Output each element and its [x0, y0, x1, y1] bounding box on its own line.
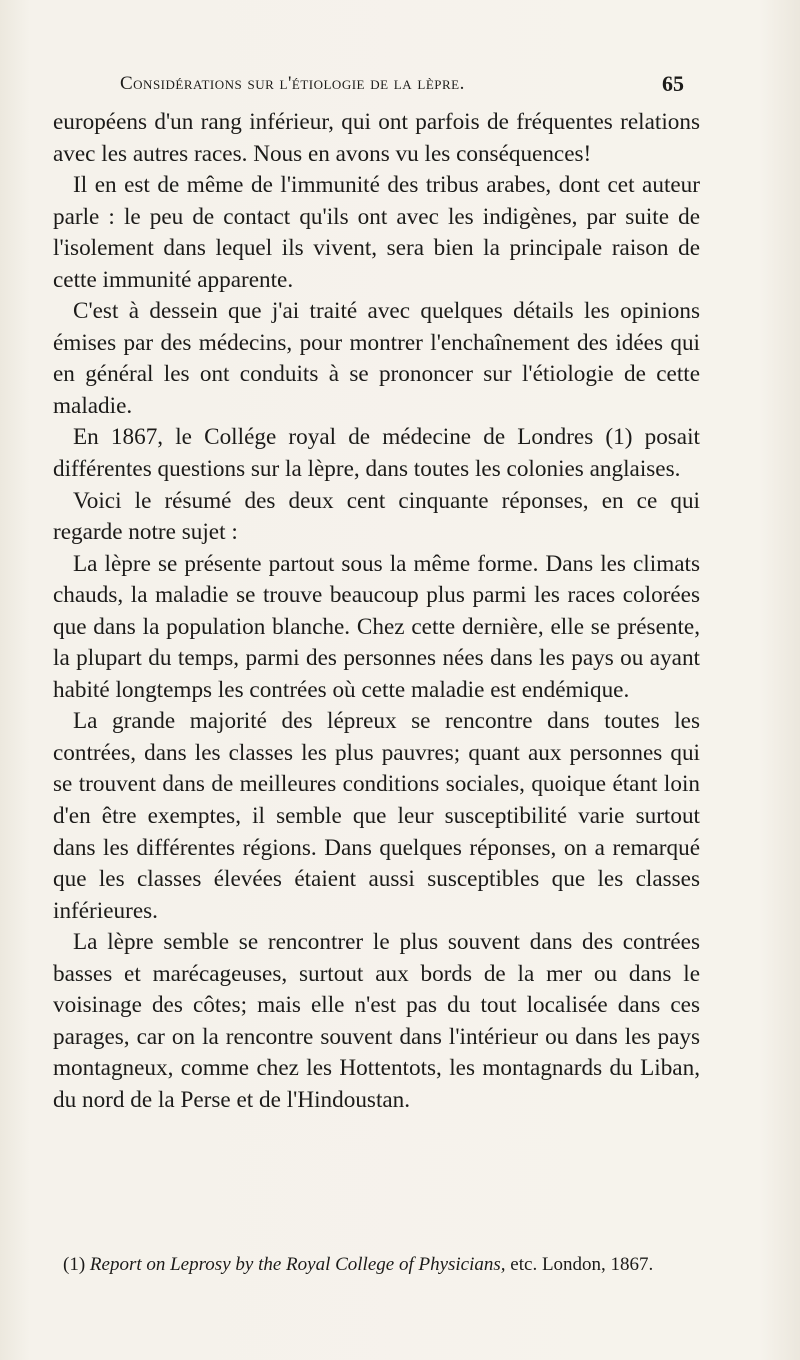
- page-number: 65: [662, 71, 684, 96]
- paragraph: Il en est de même de l'immunité des tribus arabes, dont cet auteur parle : le peu de contact qu'ils ont avec les indigènes, par suite de l'isolement dans lequel ils vivent, sera bien la principale raison de cette immunité apparente.: [53, 172, 700, 293]
- body-text: [53, 107, 700, 1117]
- footnote-marker: (1): [63, 1254, 86, 1275]
- paragraph: En 1867, le Collége royal de médecine de Londres (1) posait différentes questions sur la lèpre, dans toutes les colonies anglaises.: [53, 424, 700, 483]
- footnote: [53, 1252, 700, 1277]
- paragraph: La lèpre semble se rencontrer le plus souvent dans des contrées basses et marécageuses, surtout aux bords de la mer ou dans le voisinage des côtes; mais elle n'est pas du tout localisée dans ces parages, car on la rencontre souvent dans l'intérieur ou dans les pays montagneux, comme chez les Hottentots, les montagnards du Liban, du nord de la Perse et de l'Hindoustan.: [53, 929, 700, 1113]
- paragraph: Voici le résumé des deux cent cinquante réponses, en ce qui regarde notre sujet :: [53, 487, 700, 546]
- page-header: [120, 71, 684, 99]
- paragraph: La lèpre se présente partout sous la même forme. Dans les climats chauds, la maladie se trouve beaucoup plus parmi les races colorées que dans la population blanche. Chez cette dernière, elle se présente, la plupart du temps, parmi des personnes nées dans les pays ou ayant habité longtemps les contrées où cette maladie est endémique.: [53, 550, 700, 703]
- paragraph: La grande majorité des lépreux se rencontre dans toutes les contrées, dans les classes les plus pauvres; quant aux personnes qui se trouvent dans de meilleures conditions sociales, quoique étant loin d'en être exemptes, il semble que leur susceptibilité varie surtout dans les différentes régions. Dans quelques réponses, on a remarqué que les classes élevées étaient aussi susceptibles que les classes inférieures.: [53, 708, 700, 924]
- paragraph-continuation: européens d'un rang inférieur, qui ont parfois de fréquentes relations avec les autres races. Nous en avons vu les conséquences!: [53, 109, 700, 167]
- footnote-title: Report on Leprosy by the Royal College of Physicians,: [89, 1254, 506, 1275]
- paragraph: C'est à dessein que j'ai traité avec quelques détails les opinions émises par des médecins, pour montrer l'enchaînement des idées qui en général les ont conduits à se prononcer sur l'étiologie de cette maladie.: [53, 298, 700, 419]
- footnote-rest: etc. London, 1867.: [505, 1254, 654, 1275]
- running-title: Considérations sur l'étiologie de la lèpre.: [120, 73, 465, 94]
